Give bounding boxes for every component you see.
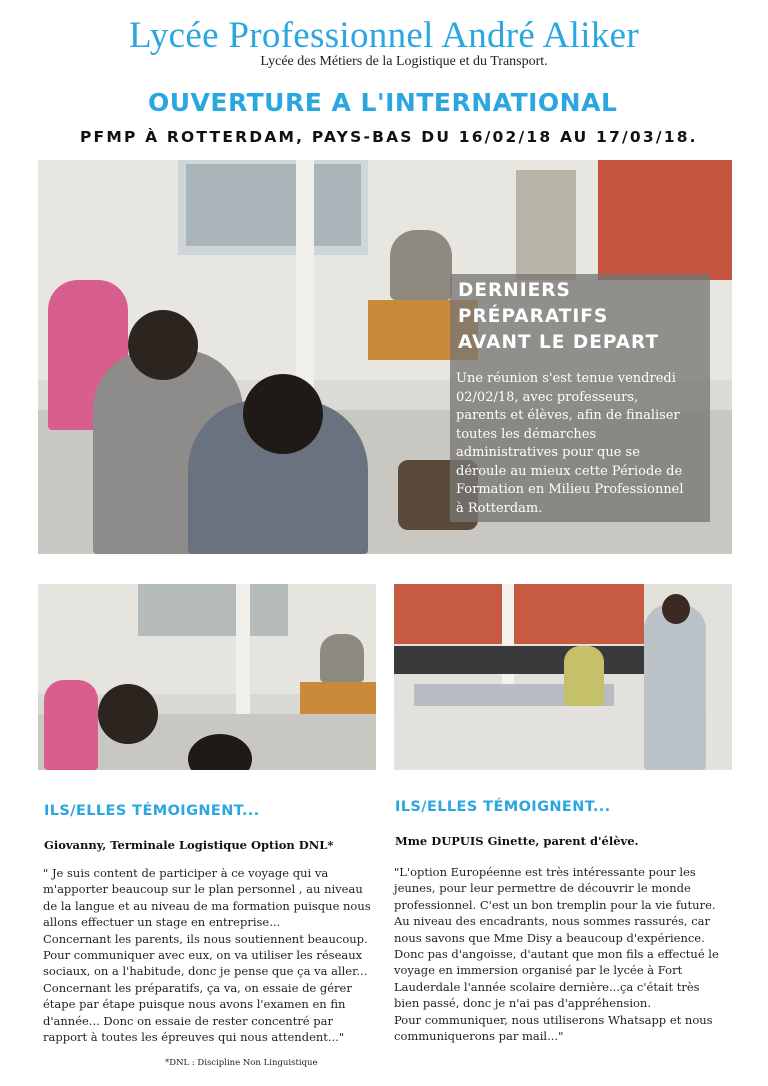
banner-title: OUVERTURE A L'INTERNATIONAL (148, 88, 618, 117)
overlay-title: DERNIERS PRÉPARATIFS AVANT LE DEPART (458, 280, 660, 353)
photo-door (516, 170, 576, 280)
photo-standing-man-head (662, 594, 690, 624)
left-testimony-quote: " Je suis content de participer à ce voyage qui va m'apporter beaucoup sur le plan personnel , au niveau de la langue et au niveau de ma formation puisque nous allons effectuer un stage en entreprise... Concernant les parents, ils nous soutiennent beaucoup. Pour communiquer avec eux, on va utiliser les réseaux sociaux, on a l'habitude, donc je pense que ça va aller... Concernant les préparatifs, ça va, on essaie de gérer étape par étape puisque nous avons l'examen en fin d'année... Donc on essaie de rester concentré par rapport à toutes les épreuves qui nous attendent..." (43, 866, 371, 1045)
photo-computer-row (394, 646, 654, 674)
photo-teacher (390, 230, 452, 300)
photo-student-head (98, 684, 158, 744)
photo-red-wall (394, 584, 644, 644)
left-testimony-author: Giovanny, Terminale Logistique Option DNL* (44, 838, 334, 852)
overlay-body: Une réunion s'est tenue vendredi 02/02/18, avec professeurs, parents et élèves, afin de finaliser toutes les démarches administratives pour que se déroule au mieux cette Période de Formation en Milieu Professionnel à Rotterdam. (456, 371, 684, 516)
photo-bottom-right (394, 584, 732, 770)
photo-student-pink (44, 680, 98, 770)
info-overlay (450, 274, 710, 522)
school-name: Lycée Professionnel André Aliker (128, 15, 639, 56)
photo-seated-person (564, 646, 604, 706)
banner-subtitle: PFMP À ROTTERDAM, PAYS-BAS DU 16/02/18 AU 17/03/18. (80, 128, 698, 146)
right-testimony-quote: "L'option Européenne est très intéressante pour les jeunes, pour leur permettre de découvrir le monde professionnel. C'est un bon tremplin pour la vie future. Au niveau des encadrants, nous sommes rassurés, car nous savons que Mme Disy a beaucoup d'expérience. Donc pas d'angoisse, d'autant que mon fils a effectué le voyage en immersion organisé par le lycée à Fort Lauderdale l'année scolaire dernière...ça c'était très bien passé, donc je n'ai pas d'appréhension. Pour communiquer, nous utiliserons Whatsapp et nous communiquerons par mail..." (394, 865, 719, 1044)
photo-bottom-left (38, 584, 376, 770)
footnote: *DNL : Discipline Non Linguistique (165, 1058, 318, 1068)
photo-projected-slide (186, 164, 361, 246)
photo-projection-screen (138, 584, 288, 636)
right-testimony-author: Mme DUPUIS Ginette, parent d'élève. (395, 834, 639, 848)
right-testimony-heading: ILS/ELLES TÉMOIGNENT... (395, 799, 611, 815)
left-testimony-heading: ILS/ELLES TÉMOIGNENT... (44, 803, 260, 819)
photo-student-head (128, 310, 198, 380)
photo-red-wall (598, 160, 732, 280)
photo-student-front-head (243, 374, 323, 454)
school-subtitle: Lycée des Métiers de la Logistique et du Transport. (260, 54, 548, 69)
photo-teacher (320, 634, 364, 682)
photo-standing-man (644, 604, 706, 770)
